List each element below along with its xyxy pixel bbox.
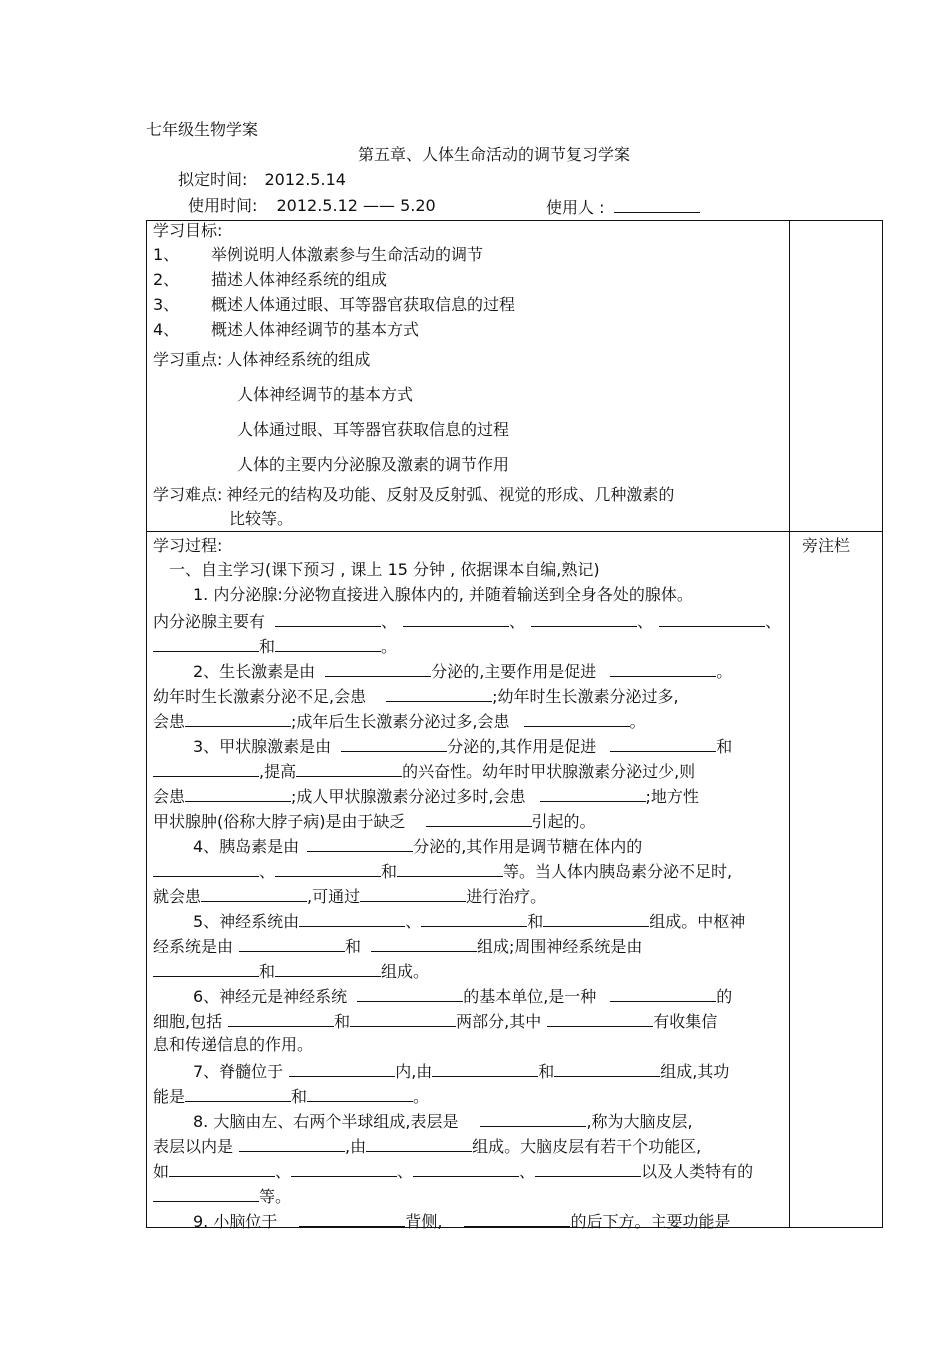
goal-2: 2、 描述人体神经系统的组成 [153,270,388,289]
q6-line-3: 息和传递信息的作用。 [153,1035,314,1054]
q4-line-2: 、 和 等。当人体内胰岛素分泌不足时, [153,860,732,882]
blank[interactable] [610,735,716,752]
blank[interactable] [153,635,259,652]
focus-item-4: 人体的主要内分泌腺及激素的调节作用 [237,455,510,474]
q5-line-2: 经系统是由 和 组成;周围神经系统是由 [153,937,643,956]
blank[interactable] [153,860,259,877]
blank[interactable] [275,960,381,977]
draft-label: 拟定时间: [178,170,248,189]
difficulty-label: 学习难点: [153,485,223,504]
difficulty-row-2: 比较等。 [229,509,294,528]
focus-label: 学习重点: [153,350,223,369]
q1-line-2: 内分泌腺主要有 、 、 、 、 [153,612,782,631]
q8-line-3: 如 、 、 、 以及人类特有的 [153,1162,754,1181]
blank[interactable] [610,985,716,1002]
q2-line-3: 会患 ;成年后生长激素分泌过多,会患 。 [153,712,646,731]
side-notes-label: 旁注栏 [802,536,851,555]
blank[interactable] [341,735,447,752]
q1-line-3: 和 。 [153,635,397,657]
user-row [546,196,700,218]
blank[interactable] [153,960,259,977]
blank[interactable] [185,710,291,727]
blank[interactable] [291,1160,397,1177]
blank[interactable] [307,1085,413,1102]
grade-label: 七年级生物学案 [146,120,259,139]
blank[interactable] [421,910,527,927]
q6-line-1: 6、神经元是神经系统 的基本单位,是一种 的 [193,987,733,1006]
blank[interactable] [397,860,503,877]
use-label: 使用时间: [188,196,258,215]
blank[interactable] [275,610,381,627]
goals-cell [147,221,790,532]
blank[interactable] [547,1010,653,1027]
side-notes-cell [790,532,883,1228]
goal-3: 3、 概述人体通过眼、耳等器官获取信息的过程 [153,295,516,314]
blank[interactable] [153,760,259,777]
blank[interactable] [554,1060,660,1077]
user-blank[interactable] [614,196,700,213]
process-heading: 学习过程: [153,536,223,555]
blank[interactable] [610,660,716,677]
q3-line-3: 会患 ;成人甲状腺激素分泌过多时,会患 ;地方性 [153,787,699,806]
blank[interactable] [169,1160,275,1177]
blank[interactable] [299,910,405,927]
blank[interactable] [185,785,291,802]
q6-line-2: 细胞,包括 和 两部分,其中 有收集信 [153,1012,718,1031]
blank[interactable] [307,835,413,852]
q8-line-4: 等。 [153,1185,291,1207]
focus-row-1: 学习重点: 人体神经系统的组成 [153,350,371,369]
blank[interactable] [275,635,381,652]
focus-item-2: 人体神经调节的基本方式 [237,385,414,404]
blank[interactable] [289,1060,395,1077]
q3-line-1: 3、甲状腺激素是由 分泌的,其作用是促进 和 [193,737,733,756]
q2-line-1: 2、生长激素是由 分泌的,主要作用是促进 。 [193,662,733,681]
q8-line-2: 表层以内是 ,由 组成。大脑皮层有若干个功能区, [153,1137,702,1156]
blank[interactable] [524,710,630,727]
blank[interactable] [228,1010,334,1027]
blank[interactable] [540,785,646,802]
q5-line-3: 和 组成。 [153,960,429,982]
blank[interactable] [366,1135,472,1152]
q4-line-3: 就会患 ,可通过 进行治疗。 [153,887,547,906]
blank[interactable] [185,1085,291,1102]
goals-heading: 学习目标: [153,221,223,240]
focus-item-3: 人体通过眼、耳等器官获取信息的过程 [237,420,510,439]
blank[interactable] [360,885,466,902]
blank[interactable] [464,1210,570,1227]
q7-line-1: 7、脊髓位于 内,由 和 组成,其功 [193,1062,730,1081]
goal-4: 4、 概述人体神经调节的基本方式 [153,320,420,339]
blank[interactable] [325,660,431,677]
blank[interactable] [480,1110,586,1127]
blank[interactable] [350,1010,456,1027]
blank[interactable] [239,1135,345,1152]
blank[interactable] [153,1185,259,1202]
use-date: 2012.5.12 —— 5.20 [276,196,436,215]
q4-line-1: 4、胰岛素是由 分泌的,其作用是调节糖在体内的 [193,837,643,856]
blank[interactable] [296,760,402,777]
q3-line-2: ,提高 的兴奋性。幼年时甲状腺激素分泌过少,则 [153,760,695,782]
blank[interactable] [239,935,345,952]
draft-date: 2012.5.14 [264,170,346,189]
q5-line-1: 5、神经系统由 、 和 组成。中枢神 [193,912,746,931]
goal-1: 1、 举例说明人体激素参与生命活动的调节 [153,245,484,264]
draft-time-row [178,170,346,190]
blank[interactable] [299,1210,405,1227]
page-title: 第五章、人体生命活动的调节复习学案 [358,145,631,164]
blank[interactable] [531,610,637,627]
process-cell [147,532,790,1231]
q7-line-2: 能是 和 。 [153,1087,430,1106]
blank[interactable] [426,810,532,827]
blank[interactable] [413,1160,519,1177]
user-label: 使用人 : [546,198,605,217]
blank[interactable] [357,985,463,1002]
q3-line-4: 甲状腺肿(俗称大脖子病)是由于缺乏 引起的。 [153,812,596,831]
blank[interactable] [371,935,477,952]
q9-line-1: 9. 小脑位于 背侧, 的后下方。主要功能是 [193,1212,731,1231]
blank[interactable] [201,885,307,902]
q2-line-2: 幼年时生长激素分泌不足,会患 ;幼年时生长激素分泌过多, [153,687,679,706]
process-section: 一、自主学习(课下预习 , 课上 15 分钟 , 依据课本自编,熟记) [169,560,600,579]
use-time-row [188,196,436,216]
blank[interactable] [659,610,765,627]
blank[interactable] [543,910,649,927]
blank[interactable] [275,860,381,877]
blank[interactable] [403,610,509,627]
difficulty-row-1: 学习难点: 神经元的结构及功能、反射及反射弧、视觉的形成、几种激素的 [153,485,675,504]
q8-line-1: 8. 大脑由左、右两个半球组成,表层是 ,称为大脑皮层, [193,1112,693,1131]
blank[interactable] [386,685,492,702]
study-table [146,220,883,1231]
q1-line-1: 1. 内分泌腺:分泌物直接进入腺体内的, 并随着输送到全身各处的腺体。 [193,585,693,604]
blank[interactable] [432,1060,538,1077]
blank[interactable] [535,1160,641,1177]
side-cell-top [790,221,883,532]
